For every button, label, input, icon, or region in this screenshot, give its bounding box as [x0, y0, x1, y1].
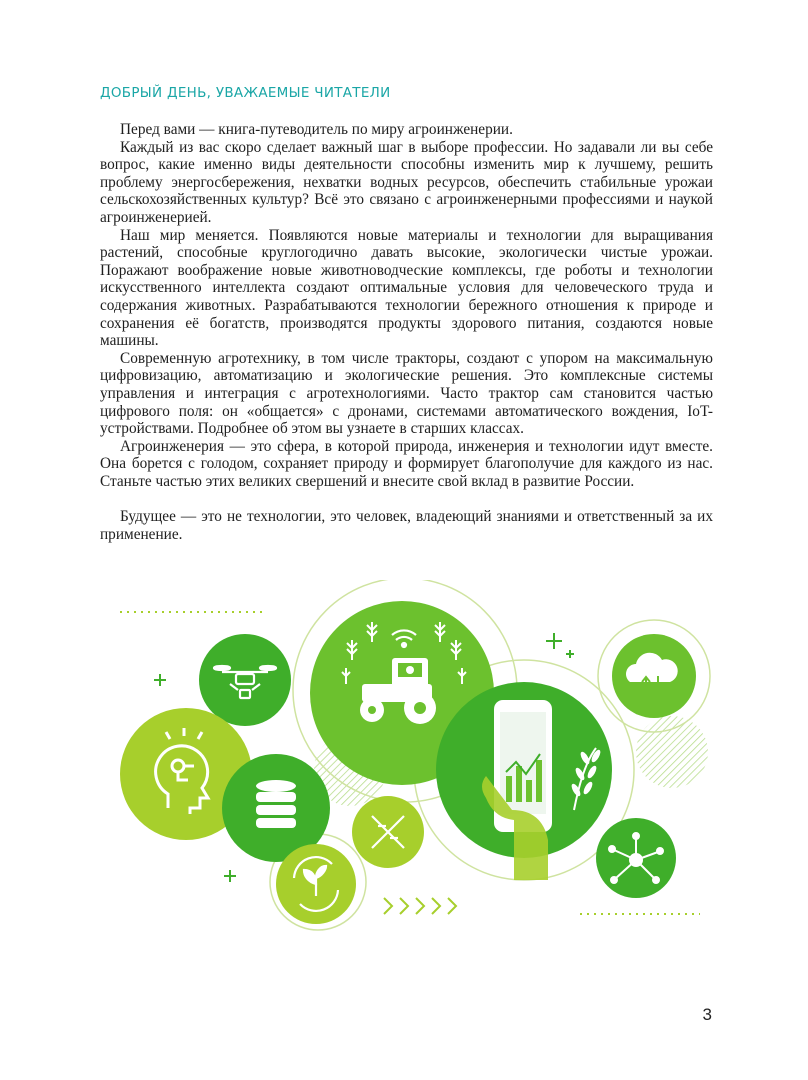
agro-tech-illustration: [0, 580, 808, 940]
paragraph: Наш мир меняется. Появляются новые материалы и технологии для выращивания растений, способные круглогодично давать высокие, экологически чистые урожаи. Поражают воображение новые животноводческие комплексы, где роботы и технологии искусственного интеллекта создают оптимальные условия для человеческого труда и содержания животных. Разрабатываются технологии бережного отношения к природе и сохранения её богатств, производятся продукты здорового питания, создаются новые машины.: [100, 226, 713, 350]
body-text: [100, 121, 713, 543]
paragraph: Агроинженерия — это сфера, в которой природа, инженерия и технологии идут вместе. Она борется с голодом, сохраняет природу и формирует благополучие для каждого из нас. Станьте частью этих великих свершений и внесите свой вклад в развитие России.: [100, 437, 713, 490]
paragraph: Современную агротехнику, в том числе тракторы, создают с упором на максимальную цифровизацию, автоматизацию и экологические решения. Это комплексные системы управления и интеграция с агротехнологиями. Часто трактор сам становится частью цифрового поля: он «общается» с дронами, системами автоматического вождения, IoT-устройствами. Подробнее об этом вы узнаете в старших классах.: [100, 349, 713, 438]
paragraph: Каждый из вас скоро сделает важный шаг в выборе профессии. Но задавали ли вы себе вопрос, какие именно виды деятельности способны изменить мир к лучшему, решить проблему энергосбережения, нехватки водных ресурсов, обеспечить стабильные урожаи сельскохозяйственных культур? Всё это связано с агроинженерными профессиями и наукой агроинженерией.: [100, 138, 713, 226]
closing-paragraph: Будущее — это не технологии, это человек, владеющий знаниями и ответственный за их применение.: [100, 508, 713, 543]
drone-circle: [199, 634, 291, 726]
hatched-circle: [636, 716, 708, 788]
chevrons-decor: [384, 898, 456, 914]
page-number: 3: [702, 1005, 712, 1024]
page-heading: ДОБРЫЙ ДЕНЬ, УВАЖАЕМЫЕ ЧИТАТЕЛИ: [100, 85, 391, 101]
paragraph: Перед вами — книга-путеводитель по миру агроинженерии.: [120, 121, 513, 138]
